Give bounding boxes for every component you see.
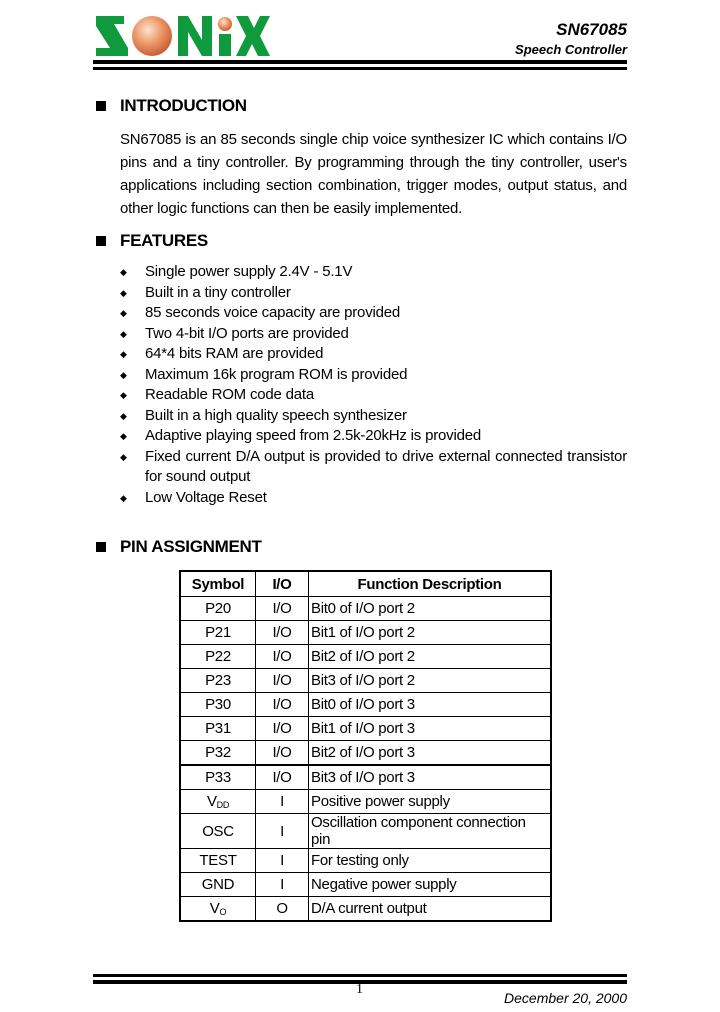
pin-io: I (256, 790, 309, 814)
feature-item: ◆ Two 4-bit I/O ports are provided (120, 324, 627, 345)
heading-text: INTRODUCTION (120, 96, 247, 115)
diamond-bullet-icon: ◆ (120, 328, 127, 339)
diamond-bullet-icon: ◆ (120, 492, 127, 503)
feature-item: ◆ Fixed current D/A output is provided to drive external connected transistor for sound output (120, 447, 627, 485)
pin-io: I/O (256, 669, 309, 693)
table-row (180, 897, 551, 922)
square-bullet-icon (96, 236, 106, 246)
feature-item: ◆ 85 seconds voice capacity are provided (120, 303, 627, 324)
footer-rule-top (93, 974, 627, 977)
document-subtitle: Speech Controller (515, 42, 627, 57)
table-row (180, 645, 551, 669)
column-header-function: Function Description (309, 571, 552, 597)
diamond-bullet-icon: ◆ (120, 390, 127, 400)
diamond-bullet-icon: ◆ (120, 349, 127, 359)
pin-symbol: P21 (180, 621, 256, 645)
feature-item: ◆ Adaptive playing speed from 2.5k-20kHz is provided (120, 426, 627, 447)
table-row (180, 669, 551, 693)
table-row (180, 597, 551, 621)
pin-io: O (256, 897, 309, 922)
table-row (180, 717, 551, 741)
pin-symbol: P20 (180, 597, 256, 621)
pin-io: I/O (256, 693, 309, 717)
pin-function: Bit1 of I/O port 2 (309, 621, 552, 645)
table-row (180, 814, 551, 849)
table-header-row (180, 571, 551, 597)
feature-item: ◆ Built in a tiny controller (120, 283, 627, 304)
square-bullet-icon (96, 101, 106, 111)
diamond-bullet-icon: ◆ (120, 451, 127, 462)
pin-function: Negative power supply (309, 873, 552, 897)
pin-symbol: P22 (180, 645, 256, 669)
header-rule-top (93, 60, 627, 64)
header-rule-bottom (93, 67, 627, 70)
part-number: SN67085 (556, 20, 627, 39)
heading-text: PIN ASSIGNMENT (120, 537, 262, 556)
column-header-io: I/O (256, 571, 309, 597)
pin-io: I/O (256, 765, 309, 790)
pin-io: I/O (256, 741, 309, 766)
diamond-bullet-icon: ◆ (120, 308, 127, 318)
pin-function: Bit2 of I/O port 2 (309, 645, 552, 669)
pin-function: Bit3 of I/O port 3 (309, 765, 552, 790)
pin-symbol: OSC (180, 814, 256, 849)
pin-io: I/O (256, 597, 309, 621)
sonix-logo (94, 14, 272, 58)
diamond-bullet-icon: ◆ (120, 369, 127, 380)
pin-function: Oscillation component connection pin (309, 814, 552, 849)
pin-symbol: P31 (180, 717, 256, 741)
diamond-bullet-icon: ◆ (120, 410, 127, 421)
pin-function: Bit3 of I/O port 2 (309, 669, 552, 693)
pin-assignment-table (179, 570, 552, 922)
feature-item: ◆ Maximum 16k program ROM is provided (120, 365, 627, 386)
feature-item: ◆ 64*4 bits RAM are provided (120, 344, 627, 365)
table-row (180, 693, 551, 717)
diamond-bullet-icon: ◆ (120, 267, 127, 277)
feature-item: ◆ Low Voltage Reset (120, 488, 627, 509)
page-number: 1 (356, 982, 363, 997)
pin-function: D/A current output (309, 897, 552, 922)
pin-function: Positive power supply (309, 790, 552, 814)
pin-symbol: P30 (180, 693, 256, 717)
pin-function: For testing only (309, 849, 552, 873)
diamond-bullet-icon: ◆ (120, 287, 127, 298)
pin-symbol: TEST (180, 849, 256, 873)
pin-io: I (256, 849, 309, 873)
table-row (180, 621, 551, 645)
table-row (180, 741, 551, 766)
heading-text: FEATURES (120, 231, 208, 250)
pin-function: Bit1 of I/O port 3 (309, 717, 552, 741)
table-row (180, 873, 551, 897)
pin-function: Bit2 of I/O port 3 (309, 741, 552, 766)
pin-symbol: $V_{DD}$ (180, 790, 256, 814)
document-date: December 20, 2000 (504, 990, 627, 1006)
section-heading-features (96, 231, 208, 251)
pin-symbol: P33 (180, 765, 256, 790)
features-list (120, 262, 627, 508)
pin-io: I/O (256, 645, 309, 669)
pin-io: I/O (256, 621, 309, 645)
pin-function: Bit0 of I/O port 3 (309, 693, 552, 717)
feature-item: ◆ Single power supply 2.4V - 5.1V (120, 262, 627, 283)
feature-item: ◆ Readable ROM code data (120, 385, 627, 406)
pin-symbol: GND (180, 873, 256, 897)
table-row (180, 765, 551, 790)
introduction-text: SN67085 is an 85 seconds single chip voice synthesizer IC which contains I/O pins and a tiny controller. By programming through the tiny controller, user's applications including section combination, trigger modes, output status, and other logic functions can then be easily implemented. (120, 131, 627, 217)
column-header-symbol: Symbol (180, 571, 256, 597)
section-heading-introduction (96, 96, 247, 116)
pin-symbol: $V_O$ (180, 897, 256, 922)
pin-io: I (256, 873, 309, 897)
pin-function: Bit0 of I/O port 2 (309, 597, 552, 621)
table-row (180, 790, 551, 814)
pin-io: I (256, 814, 309, 849)
feature-item: ◆ Built in a high quality speech synthesizer (120, 406, 627, 427)
pin-io: I/O (256, 717, 309, 741)
pin-symbol: P32 (180, 741, 256, 766)
diamond-bullet-icon: ◆ (120, 431, 127, 441)
square-bullet-icon (96, 542, 106, 552)
pin-symbol: P23 (180, 669, 256, 693)
table-row (180, 849, 551, 873)
section-heading-pin-assignment (96, 537, 262, 557)
